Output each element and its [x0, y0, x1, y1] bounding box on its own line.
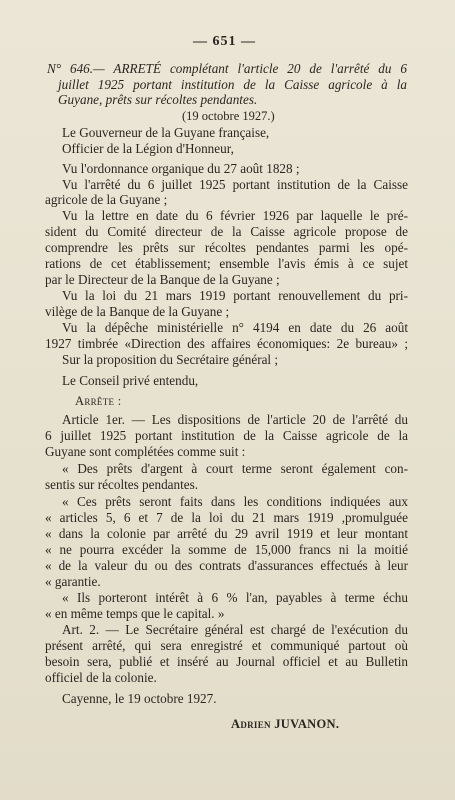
decree-title-line-2: juillet 1925 portant institution de la Caisse agricole à la: [58, 77, 407, 92]
consideration-line: vilège de la Banque de la Guyane ;: [45, 304, 230, 319]
article-line: officiel de la colonie.: [45, 670, 157, 685]
page-number: — 651 —: [193, 34, 256, 49]
article-line: « garantie.: [45, 574, 101, 589]
article-line: présent arrêté, qui sera enregistré et communiqué partout où: [45, 638, 408, 653]
place-date: Cayenne, le 19 octobre 1927.: [62, 691, 217, 706]
article-line: « ne pourra excéder la somme de 15,000 francs ni la moitié: [45, 542, 408, 557]
article-line: « Des prêts d'argent à court terme seront également con-: [62, 461, 408, 476]
decree-title-line-3: Guyane, prêts sur récoltes pendantes.: [58, 92, 258, 107]
consideration-line: Vu l'ordonnance organique du 27 août 1828 ;: [62, 161, 300, 176]
article-line: Art. 2. — Le Secrétaire général est chargé de l'exécution du: [62, 622, 408, 637]
arrete-label: Arrête :: [75, 394, 122, 408]
article-line: Guyane sont complétées comme suit :: [45, 444, 246, 459]
article-line: 6 juillet 1925 portant institution de la Caisse agricole de la: [45, 428, 408, 443]
article-line: « dans la colonie par arrêté du 29 avril 1919 et leur montant: [45, 526, 408, 541]
consideration-line: sident du Comité directeur de la Caisse agricole propose de: [45, 224, 408, 239]
decree-title-line-1: N° 646.— ARRETÉ complétant l'article 20 de l'arrêté du 6: [47, 61, 407, 76]
article-line: « Ils porteront intérêt à 6 % l'an, payables à terme échu: [62, 590, 408, 605]
consideration-line: agricole de la Guyane ;: [45, 192, 168, 207]
consideration-line: Vu la loi du 21 mars 1919 portant renouvellement du pri-: [62, 288, 408, 303]
consideration-line: Vu l'arrêté du 6 juillet 1925 portant institution de la Caisse: [62, 177, 408, 192]
consideration-line: par le Directeur de la Banque de la Guyane ;: [45, 272, 280, 287]
consideration-line: Sur la proposition du Secrétaire général ;: [62, 352, 279, 367]
decree-date: (19 octobre 1927.): [182, 109, 275, 123]
consideration-line: rations de cet établissement; ensemble l'avis émis à ce sujet: [45, 256, 408, 271]
authority-line-1: Le Gouverneur de la Guyane française,: [62, 125, 270, 140]
article-line: « de la valeur du ou des contrats d'assurances effectués à leur: [45, 558, 408, 573]
article-line: « Ces prêts seront faits dans les conditions indiquées aux: [62, 494, 408, 509]
authority-line-2: Officier de la Légion d'Honneur,: [62, 141, 234, 156]
consideration-line: Vu la lettre en date du 6 février 1926 par laquelle le pré-: [62, 208, 408, 223]
consideration-line: Vu la dépêche ministérielle n° 4194 en date du 26 août: [62, 320, 408, 335]
council-line: Le Conseil privé entendu,: [62, 373, 199, 388]
consideration-line: comprendre les prêts sur récoltes pendantes parmi les opé-: [45, 240, 408, 255]
signature: Adrien JUVANON.: [231, 717, 340, 731]
consideration-line: 1927 timbrée «Direction des affaires économiques: 2e bureau» ;: [45, 336, 408, 351]
article-line: sentis sur récoltes pendantes.: [45, 477, 199, 492]
article-line: « articles 5, 6 et 7 de la loi du 21 mars 1919 ,promulguée: [45, 510, 408, 525]
article-line: Article 1er. — Les dispositions de l'article 20 de l'arrêté du: [62, 412, 408, 427]
article-line: « en même temps que le capital. »: [45, 606, 225, 621]
article-line: besoin sera, publié et inséré au Journal officiel et au Bulletin: [45, 654, 408, 669]
